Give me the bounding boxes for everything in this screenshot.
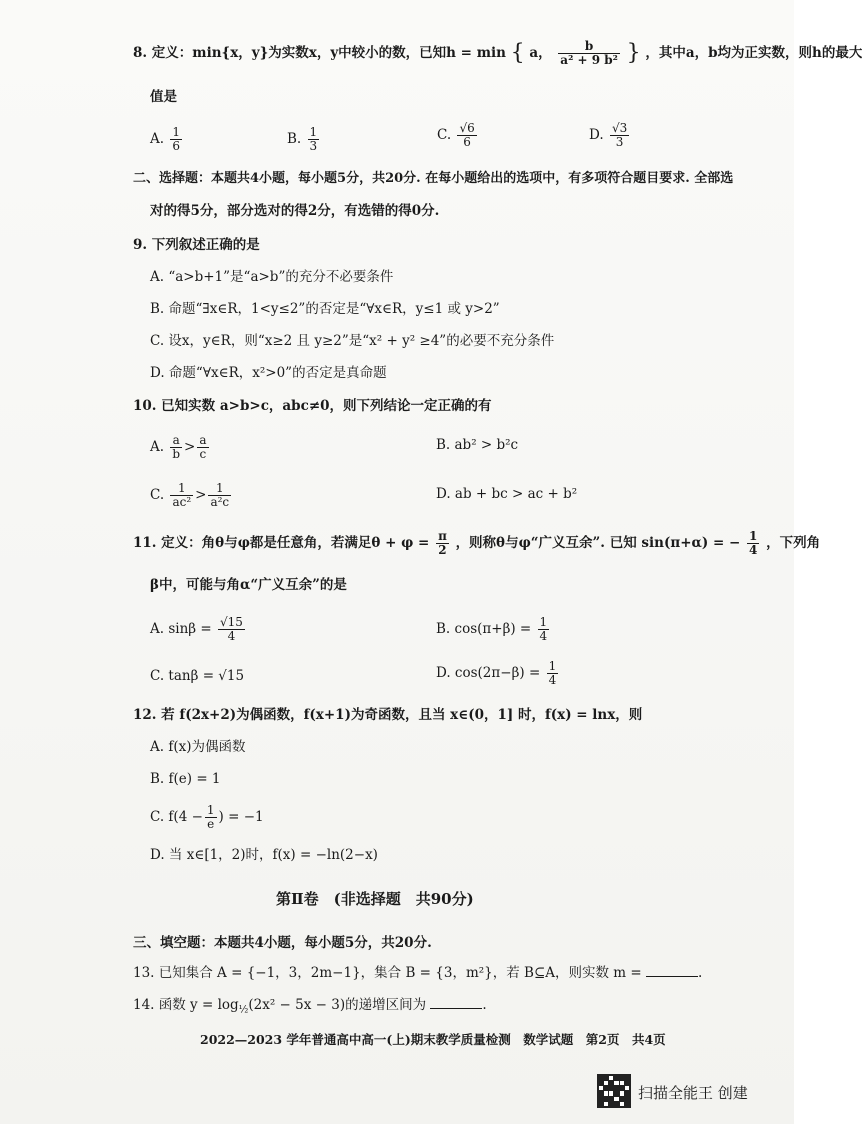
q8-option-b-label: B. [287,131,302,147]
q14-answer-blank[interactable] [430,1008,482,1009]
frac [170,482,193,509]
q11-option-a-label: A. sinβ = [150,621,212,637]
q10-option-a [150,434,211,461]
q8-inner-a: a， [529,45,552,61]
qr-code-icon [597,1074,631,1108]
frac-den: 6 [463,135,471,149]
frac-den: 6 [172,139,180,153]
q11-option-d-label: D. cos(2π−β) = [436,665,541,681]
frac [205,804,217,831]
q14-tail: . [482,997,487,1013]
q11-option-c: C. tanβ = √15 [150,668,245,684]
frac-num: a [170,434,182,448]
q8-frac-denominator: a² + 9 b² [560,53,618,67]
frac-den: 4 [749,543,758,557]
q9-option-c: C. 设x，y∈R，则“x≥2 且 y≥2”是“x² + y² ≥4”的必要不充分条件 [150,333,555,349]
q8-option-a [150,126,184,153]
q12-stem: 12. 若 f(2x+2)为偶函数，f(x+1)为奇函数，且当 x∈(0，1] 时，f(x) = lnx，则 [133,707,643,723]
frac-den: 3 [309,139,318,153]
q8-fraction [558,40,620,67]
q10-option-d: D. ab + bc > ac + b² [436,486,578,502]
q12-option-b: B. f(e) = 1 [150,771,221,787]
q14-log-base: ½ [238,1004,249,1016]
q11-option-d [436,660,560,687]
frac-num: √6 [459,121,475,135]
q14-text-2: (2x² − 5x − 3)的递增区间为 [248,997,427,1013]
frac [197,434,208,461]
q10-option-c [150,482,233,509]
scanner-brand-text: 扫描全能王 创建 [638,1084,748,1102]
q9-option-b: B. 命题“∃x∈R，1<y≤2”的否定是“∀x∈R，y≤1 或 y>2” [150,301,500,317]
frac [547,660,559,687]
q8-option-a-label: A. [150,131,165,147]
frac-num: √15 [219,615,243,629]
q11-stem-text: 11. 定义：角θ与φ都是任意角，若满足θ + φ = [133,535,430,551]
q8-brace-open: { [510,40,525,66]
q12-option-c-text-2: ) = −1 [218,809,264,825]
q13-answer-blank[interactable] [646,976,698,977]
q11-stem-text-2: ，则称θ与φ“广义互余”. 已知 sin(π+α) = − [455,535,741,551]
q12-option-a: A. f(x)为偶函数 [150,739,246,755]
frac [218,616,245,643]
q8-option-b-frac [308,126,320,153]
q10-stem: 10. 已知实数 a>b>c，abc≠0，则下列结论一定正确的有 [133,398,492,414]
q8-stem-line2: 值是 [150,89,177,105]
frac-num: √3 [611,121,628,135]
q12-option-c [150,804,264,831]
op: > [195,487,207,503]
q13 [133,964,702,982]
q12-option-d: D. 当 x∈[1，2)时，f(x) = −ln(2−x) [150,847,378,863]
frac-den: a²c [210,495,230,509]
q13-text: 13. 已知集合 A = {−1，3，2m−1}，集合 B = {3，m²}，若 B⊆A，则实数 m = [133,965,642,981]
frac-den: e [207,817,215,831]
q8-stem-line1 [133,40,862,67]
frac-den: 4 [539,629,548,643]
frac-den: 4 [227,629,236,643]
frac-den: c [199,447,207,461]
frac [436,530,449,557]
frac-den: ac² [172,495,192,509]
q10-option-b: B. ab² > b²c [436,437,519,453]
q12-option-c-text: C. f(4 − [150,809,203,825]
q8-option-d-frac [610,122,629,149]
part2-title: 第Ⅱ卷 (非选择题 共90分) [276,890,474,908]
q8-option-c [437,122,479,149]
frac-den: 4 [548,673,557,687]
q9-option-a: A. “a>b+1”是“a>b”的充分不必要条件 [150,269,394,285]
frac-num: 1 [749,529,758,543]
section2-heading-line2: 对的得5分，部分选对的得2分，有选错的得0分. [150,203,440,219]
q10-option-c-label: C. [150,487,165,503]
frac [208,482,231,509]
frac-num: 1 [309,125,318,139]
section3-heading: 三、填空题：本题共4小题，每小题5分，共20分. [133,935,432,951]
q8-option-a-frac [170,126,182,153]
q13-tail: . [698,965,703,981]
frac-num: 1 [539,615,548,629]
q14-text: 14. 函数 y = log [133,997,239,1013]
frac [747,530,759,557]
q11-option-b-label: B. cos(π+β) = [436,621,532,637]
q8-stem-text: 8. 定义：min{x，y}为实数x，y中较小的数，已知h = min [133,45,506,61]
q11-stem-text-3: ，下列角 [766,535,821,551]
q8-frac-numerator: b [558,40,620,54]
q9-stem: 9. 下列叙述正确的是 [133,237,260,253]
frac [538,616,550,643]
frac-num: 1 [548,659,557,673]
frac-num: a [199,433,207,447]
q11-option-b [436,616,551,643]
section2-heading-line1: 二、选择题：本题共4小题，每小题5分，共20分. 在每小题给出的选项中，有多项符合题目要求. 全部选 [133,171,734,186]
frac-num: 1 [172,125,180,139]
frac-den: b [172,447,181,461]
q8-option-b [287,126,321,153]
q8-option-d [589,122,631,149]
frac-num: π [438,529,447,543]
q8-option-d-label: D. [589,127,604,143]
frac-num: 1 [208,482,231,496]
frac-den: 2 [438,543,447,557]
q9-option-d: D. 命题“∀x∈R，x²>0”的否定是真命题 [150,365,387,381]
q11-option-a [150,616,247,643]
q8-stem-text-2: ，其中a，b均为正实数，则h的最大 [645,45,862,61]
q11-stem-line2: β中，可能与角α“广义互余”的是 [150,577,347,593]
q8-option-c-frac [457,122,476,149]
q8-option-c-label: C. [437,127,452,143]
q11-stem-line1 [133,530,820,557]
frac-num: 1 [170,482,193,496]
q10-option-a-label: A. [150,439,165,455]
q8-brace-close: } [626,40,641,66]
page-footer: 2022—2023 学年普通高中高一(上)期末教学质量检测 数学试题 第2页 共4页 [200,1032,666,1047]
frac-den: 3 [615,135,624,149]
q14 [133,996,487,1020]
frac-num: 1 [206,803,215,817]
op: > [184,439,196,455]
frac [170,434,182,461]
